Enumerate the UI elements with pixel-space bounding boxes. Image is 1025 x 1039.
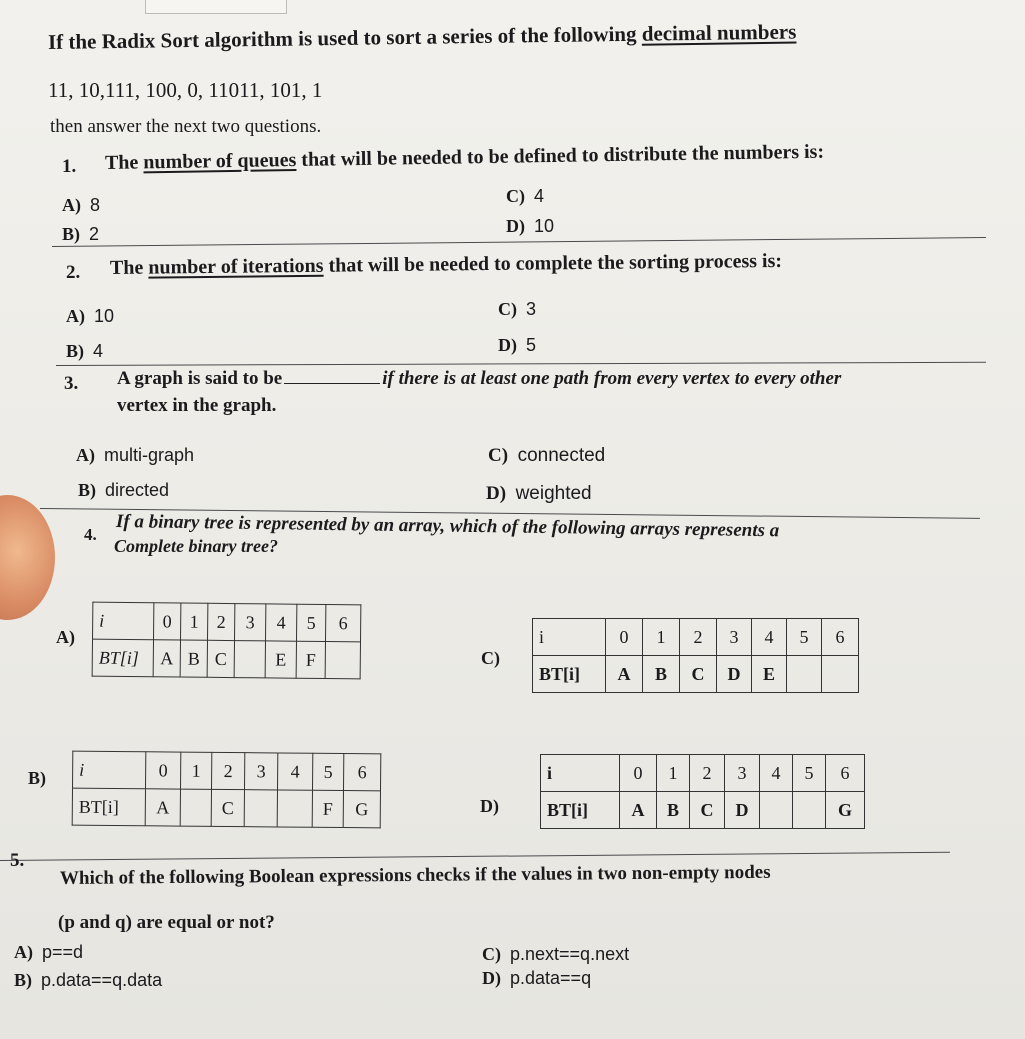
q4-option-a-table: [92, 602, 362, 680]
index-cell: 6: [822, 619, 859, 656]
value-cell: [325, 642, 360, 679]
value-cell: C: [207, 640, 234, 677]
value-cell: A: [620, 792, 657, 829]
top-paper-tab: [145, 0, 287, 14]
index-cell: 0: [606, 619, 643, 656]
intro-then: then answer the next two questions.: [50, 116, 322, 137]
table-header-label: i: [73, 751, 146, 789]
index-cell: 0: [620, 755, 657, 792]
index-cell: 5: [312, 753, 343, 790]
index-cell: 3: [717, 619, 752, 656]
value-cell: A: [606, 656, 643, 693]
index-cell: 2: [680, 619, 717, 656]
q5-option-a[interactable]: A) p==d: [14, 942, 84, 962]
intro-numbers: 11, 10,111, 100, 0, 11011, 101, 1: [48, 78, 323, 102]
value-cell: B: [643, 656, 680, 693]
value-cell: [244, 790, 277, 827]
q3-option-c[interactable]: C) connected: [488, 445, 606, 466]
q1-stem: The number of queues that will be needed to be defined to distribute the numbers is:: [104, 140, 825, 174]
value-cell: C: [690, 792, 725, 829]
q2-option-d[interactable]: D) 5: [498, 335, 537, 355]
index-cell: 6: [343, 754, 380, 791]
q4-option-c-letter[interactable]: C): [481, 648, 500, 668]
q5-number: 5.: [10, 850, 25, 871]
value-cell: [787, 656, 822, 693]
value-cell: F: [312, 790, 343, 827]
q3-stem: A graph is said to be if there is at least one path from every vertex to every other: [117, 368, 842, 389]
q4-option-b-letter[interactable]: B): [28, 768, 46, 788]
q3-option-a[interactable]: A) multi-graph: [76, 445, 195, 465]
q4-option-a-letter[interactable]: A): [56, 627, 75, 647]
value-cell: [180, 789, 211, 826]
index-cell: 2: [208, 603, 235, 640]
index-cell: 6: [325, 605, 360, 642]
q3-option-d[interactable]: D) weighted: [486, 483, 592, 504]
q1-option-b[interactable]: B) 2: [62, 224, 100, 244]
value-cell: B: [180, 640, 207, 677]
q1-number: 1.: [62, 156, 77, 177]
index-cell: 5: [787, 619, 822, 656]
q5-stem-line-2: (p and q) are equal or not?: [58, 912, 275, 933]
value-cell: C: [211, 789, 244, 826]
index-cell: 0: [146, 752, 181, 789]
index-cell: 4: [760, 755, 793, 792]
value-cell: B: [657, 792, 690, 829]
table-row-label: BT[i]: [541, 792, 620, 829]
index-cell: 2: [212, 752, 245, 789]
q5-option-d[interactable]: D) p.data==q: [482, 968, 592, 988]
index-cell: 5: [296, 604, 325, 641]
intro-line-1: If the Radix Sort algorithm is used to sort a series of the following decimal numbers: [47, 19, 797, 54]
index-cell: 3: [725, 755, 760, 792]
value-cell: F: [296, 641, 325, 678]
q4-option-d-letter[interactable]: D): [480, 796, 499, 816]
index-cell: 4: [752, 619, 787, 656]
table-row-label: BT[i]: [92, 639, 153, 677]
q2-option-a[interactable]: A) 10: [66, 306, 115, 326]
value-cell: E: [752, 656, 787, 693]
q4-stem-line-2: Complete binary tree?: [114, 536, 278, 556]
index-cell: 1: [657, 755, 690, 792]
value-cell: [760, 792, 793, 829]
q1-option-d[interactable]: D) 10: [506, 216, 555, 236]
index-cell: 4: [265, 604, 296, 641]
q2-option-c[interactable]: C) 3: [498, 299, 537, 319]
q2-stem: The number of iterations that will be needed to complete the sorting process is:: [109, 249, 783, 279]
q5-option-b[interactable]: B) p.data==q.data: [14, 970, 163, 990]
q1-option-c[interactable]: C) 4: [506, 186, 545, 206]
table-row-label: BT[i]: [72, 788, 145, 826]
table-header-label: i: [93, 602, 154, 640]
index-cell: 6: [826, 755, 865, 792]
q5-stem: Which of the following Boolean expressions checks if the values in two non-empty nodes: [59, 861, 771, 889]
value-cell: E: [265, 641, 296, 678]
q4-option-d-table: [540, 754, 865, 829]
q1-option-a[interactable]: A) 8: [62, 195, 101, 215]
index-cell: 1: [643, 619, 680, 656]
q4-option-b-table: [72, 751, 382, 829]
q3-number: 3.: [64, 373, 79, 394]
index-cell: 5: [793, 755, 826, 792]
value-cell: D: [717, 656, 752, 693]
value-cell: [234, 641, 265, 678]
index-cell: 1: [181, 603, 208, 640]
table-row-label: BT[i]: [533, 656, 606, 693]
q3-stem-line-2: vertex in the graph.: [117, 395, 277, 416]
index-cell: 4: [277, 753, 312, 790]
q4-option-c-table: [532, 618, 859, 693]
value-cell: A: [145, 789, 180, 826]
table-header-label: i: [541, 755, 620, 792]
q5-option-c[interactable]: C) p.next==q.next: [482, 944, 630, 964]
q2-option-b[interactable]: B) 4: [66, 341, 104, 361]
q4-stem: If a binary tree is represented by an array, which of the following arrays represents a: [115, 511, 780, 542]
value-cell: [822, 656, 859, 693]
index-cell: 2: [690, 755, 725, 792]
index-cell: 1: [181, 752, 212, 789]
q4-number: 4.: [84, 525, 97, 544]
value-cell: G: [343, 791, 380, 828]
q2-number: 2.: [66, 262, 81, 283]
index-cell: 0: [154, 603, 181, 640]
index-cell: 3: [244, 753, 277, 790]
index-cell: 3: [234, 604, 265, 641]
value-cell: [793, 792, 826, 829]
value-cell: [277, 790, 312, 827]
value-cell: C: [680, 656, 717, 693]
value-cell: D: [725, 792, 760, 829]
answer-blank[interactable]: [284, 383, 380, 384]
q3-option-b[interactable]: B) directed: [78, 480, 170, 500]
value-cell: G: [826, 792, 865, 829]
table-header-label: i: [533, 619, 606, 656]
value-cell: A: [153, 640, 180, 677]
